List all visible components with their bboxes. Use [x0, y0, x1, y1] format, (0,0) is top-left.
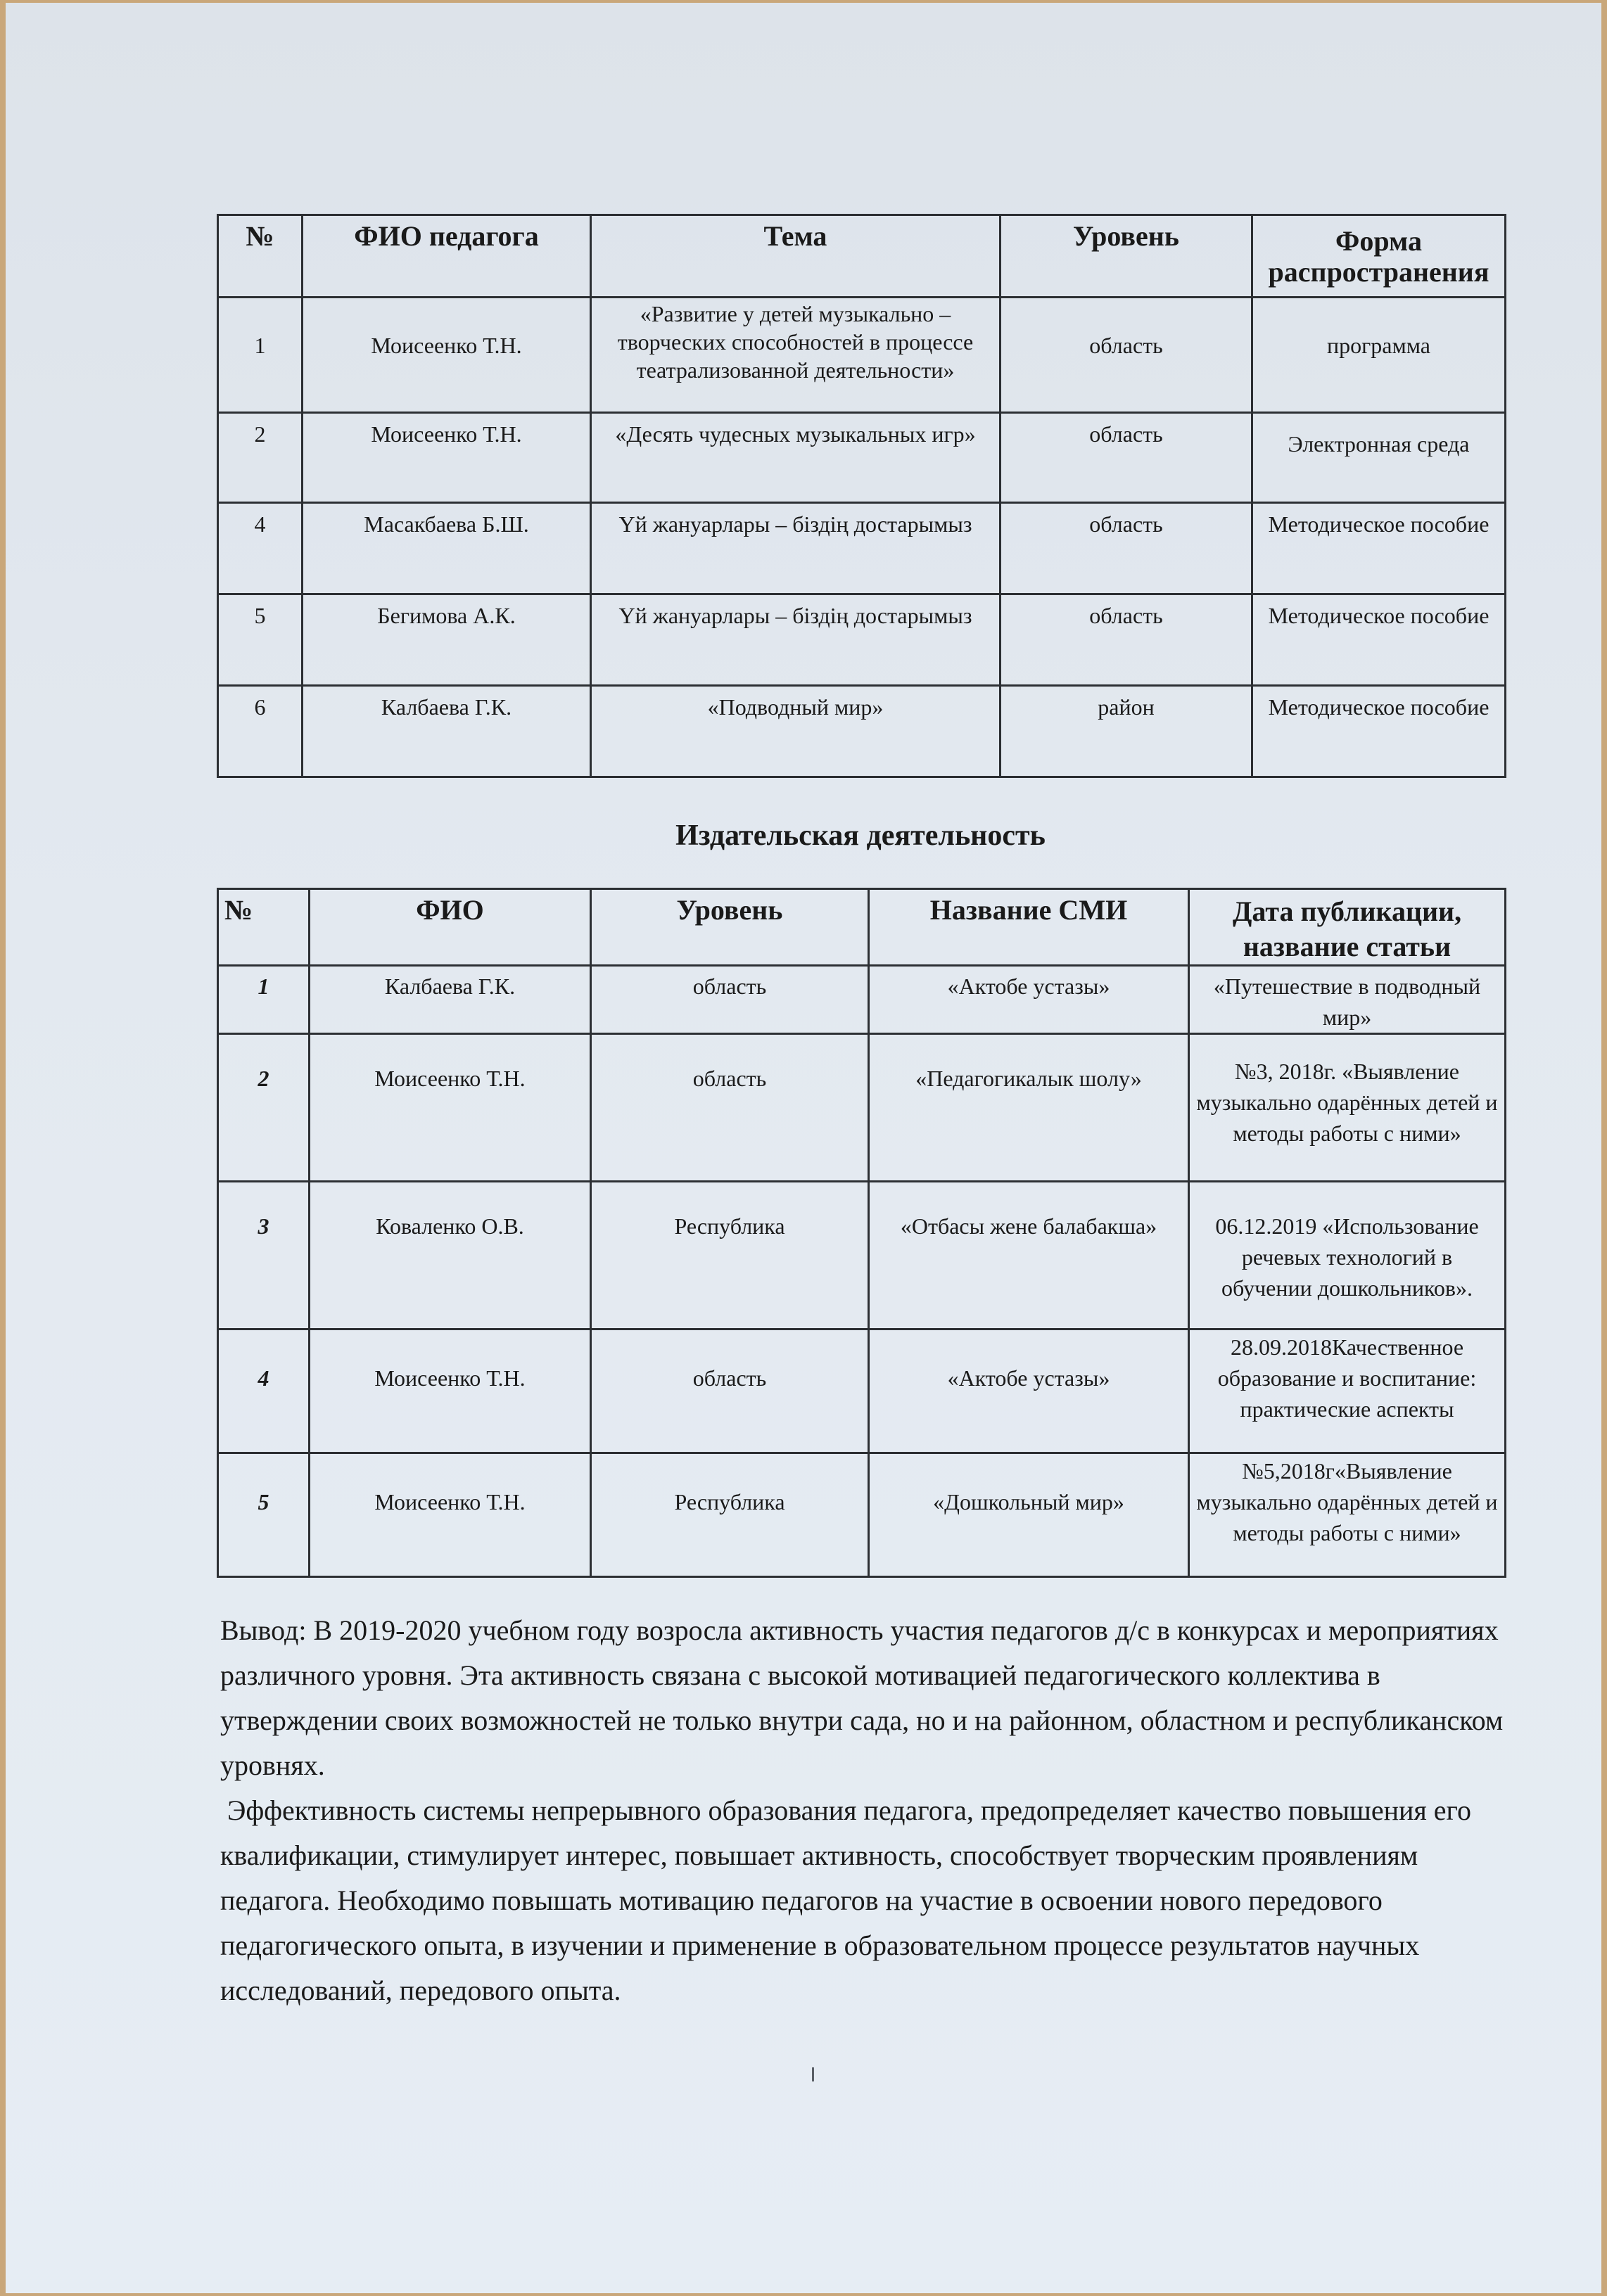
cell-name: Моисеенко Т.Н. [310, 1034, 591, 1182]
cell-media: «Отбасы жене балабакша» [869, 1182, 1189, 1329]
cell-num: 2 [218, 1034, 310, 1182]
cell-name: Моисеенко Т.Н. [303, 413, 591, 503]
header-publication: Дата публикации, название статьи [1189, 889, 1506, 966]
cell-level: Республика [591, 1182, 869, 1329]
paper-mark [812, 2067, 814, 2081]
cell-media: «Актобе устазы» [869, 966, 1189, 1034]
header-form: Форма распространения [1252, 215, 1506, 298]
cell-name: Калбаева Г.К. [303, 686, 591, 777]
cell-num: 4 [218, 503, 303, 594]
table-row [218, 686, 1506, 777]
table-row [218, 298, 1506, 413]
table-row [218, 1182, 1506, 1329]
table-row [218, 413, 1506, 503]
cell-level: область [591, 966, 869, 1034]
header-name: ФИО [310, 889, 591, 966]
cell-media: «Дошкольный мир» [869, 1453, 1189, 1577]
table-row [218, 1329, 1506, 1453]
cell-level: область [1001, 594, 1252, 686]
conclusion-paragraph: Вывод: В 2019-2020 учебном году возросла активность участия педагогов д/с в конкурсах и мероприятиях различного уровня. Эта активность связана с высокой мотивацией педагогического коллектива в утверждении своих возможностей не только внутри сада, но и на районном, областном и республиканском уровнях. [220, 1614, 1504, 1781]
cell-topic: Үй жануарлары – біздің достарымыз [591, 594, 1001, 686]
cell-form: программа [1252, 298, 1506, 413]
cell-name: Бегимова А.К. [303, 594, 591, 686]
cell-name: Моисеенко Т.Н. [303, 298, 591, 413]
cell-num: 3 [218, 1182, 310, 1329]
cell-level: Республика [591, 1453, 869, 1577]
publishing-table [217, 888, 1506, 1578]
cell-num: 6 [218, 686, 303, 777]
cell-num: 5 [218, 1453, 310, 1577]
table-header-row [218, 889, 1506, 966]
cell-article: «Путешествие в подводный мир» [1189, 966, 1506, 1034]
cell-num: 1 [218, 966, 310, 1034]
cell-article: №5,2018г«Выявление музыкально одарённых детей и методы работы с ними» [1189, 1453, 1506, 1577]
header-topic: Тема [591, 215, 1001, 298]
header-teacher-name: ФИО педагога [303, 215, 591, 298]
cell-form: Методическое пособие [1252, 686, 1506, 777]
cell-form: Электронная среда [1252, 413, 1506, 503]
cell-level: область [1001, 503, 1252, 594]
header-level: Уровень [591, 889, 869, 966]
cell-media: «Педагогикалык шолу» [869, 1034, 1189, 1182]
cell-name: Коваленко О.В. [310, 1182, 591, 1329]
dissemination-table [217, 214, 1506, 778]
header-num: № [218, 889, 310, 966]
cell-name: Моисеенко Т.Н. [310, 1329, 591, 1453]
cell-level: район [1001, 686, 1252, 777]
table-row [218, 1034, 1506, 1182]
cell-topic: «Десять чудесных музыкальных игр» [591, 413, 1001, 503]
cell-name: Масакбаева Б.Ш. [303, 503, 591, 594]
cell-level: область [1001, 298, 1252, 413]
table-header-row [218, 215, 1506, 298]
cell-num: 2 [218, 413, 303, 503]
table-row [218, 1453, 1506, 1577]
conclusion-text [220, 1608, 1529, 2013]
cell-form: Методическое пособие [1252, 503, 1506, 594]
table-row [218, 594, 1506, 686]
table-row [218, 503, 1506, 594]
document-page [6, 3, 1601, 2293]
cell-num: 5 [218, 594, 303, 686]
cell-topic: Үй жануарлары – біздің достарымыз [591, 503, 1001, 594]
effectiveness-paragraph: Эффективность системы непрерывного образования педагога, предопределяет качество повышения его квалификации, стимулирует интерес, повышает активность, способствует творческим проявлениям педагога. Необходимо повышать мотивацию педагогов на участие в освоении нового передового педагогического опыта, в изучении и применение в образовательном процессе результатов научных исследований, передового опыта. [220, 1794, 1471, 2006]
header-level: Уровень [1001, 215, 1252, 298]
cell-article: 06.12.2019 «Использование речевых технологий в обучении дошкольников». [1189, 1182, 1506, 1329]
header-media: Название СМИ [869, 889, 1189, 966]
cell-article: 28.09.2018Качественное образование и воспитание: практические аспекты [1189, 1329, 1506, 1453]
cell-media: «Актобе устазы» [869, 1329, 1189, 1453]
cell-num: 4 [218, 1329, 310, 1453]
cell-article: №3, 2018г. «Выявление музыкально одарённых детей и методы работы с ними» [1189, 1034, 1506, 1182]
cell-topic: «Подводный мир» [591, 686, 1001, 777]
cell-name: Калбаева Г.К. [310, 966, 591, 1034]
cell-level: область [591, 1034, 869, 1182]
cell-name: Моисеенко Т.Н. [310, 1453, 591, 1577]
table-row [218, 966, 1506, 1034]
header-num: № [218, 215, 303, 298]
cell-form: Методическое пособие [1252, 594, 1506, 686]
section-title-publishing: Издательская деятельность [675, 819, 1046, 852]
cell-topic: «Развитие у детей музыкально – творческих способностей в процессе театрализованной деятельности» [591, 298, 1001, 413]
cell-num: 1 [218, 298, 303, 413]
cell-level: область [1001, 413, 1252, 503]
cell-level: область [591, 1329, 869, 1453]
